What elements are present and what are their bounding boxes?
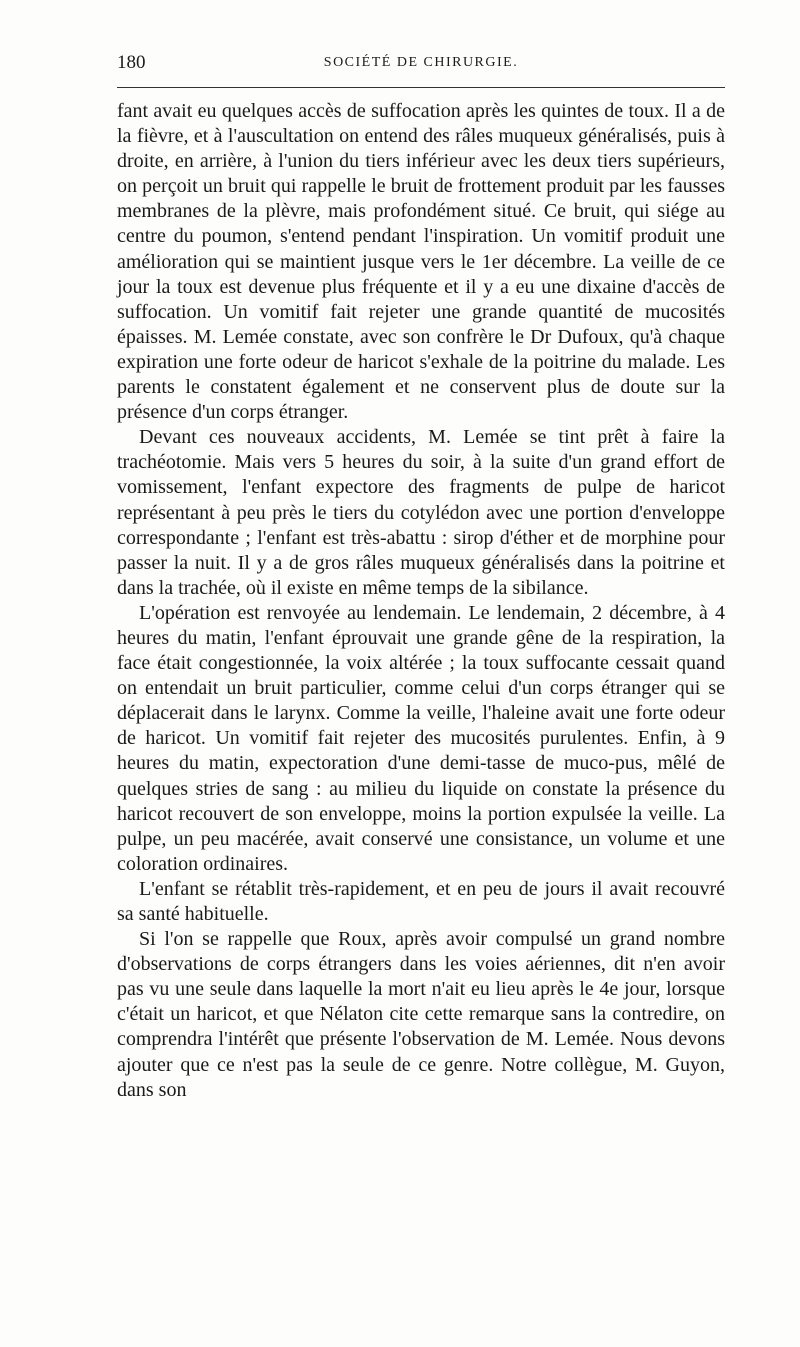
paragraph: fant avait eu quelques accès de suffocation après les quintes de toux. Il a de la fièvre, et à l'auscultation on entend des râles muqueux généralisés, puis à droite, en arrière, à l'union du tiers inférieur avec les deux tiers supérieurs, on perçoit un bruit qui rappelle le bruit de frottement produit par les fausses membranes de la plèvre, mais profondément situé. Ce bruit, qui siége au centre du poumon, s'entend pendant l'inspiration. Un vomitif produit une amélioration qui se maintient jusque vers le 1er décembre. La veille de ce jour la toux est devenue plus fréquente et il y a eu une dixaine d'accès de suffocation. Un vomitif fait rejeter une grande quantité de mucosités épaisses. M. Lemée constate, avec son confrère le Dr Dufoux, qu'à chaque expiration une forte odeur de haricot s'exhale de la poitrine du malade. Les parents le constatent également et ne conservent plus de doute sur la présence d'un corps étranger. <box>117 100 725 424</box>
paragraph: L'enfant se rétablit très-rapidement, et en peu de jours il avait recouvré sa santé habituelle. <box>117 877 725 925</box>
paragraph: L'opération est renvoyée au lendemain. Le lendemain, 2 décembre, à 4 heures du matin, l'enfant éprouvait une grande gêne de la respiration, la face était congestionnée, la voix altérée ; la toux suffocante cessait quand on entendait un bruit particulier, comme celui d'un corps étranger qui se déplacerait dans le larynx. Comme la veille, l'haleine avait une forte odeur de haricot. Un vomitif fait rejeter des mucosités purulentes. Enfin, à 9 heures du matin, expectoration d'une demi-tasse de muco-pus, mêlé de quelques stries de sang : au milieu du liquide on constate la présence du haricot recouvert de son enveloppe, moins la portion expulsée la veille. La pulpe, un peu macérée, avait conservé une consistance, un volume et une coloration ordinaires. <box>117 601 725 875</box>
body-text <box>117 99 725 1103</box>
paragraph: Devant ces nouveaux accidents, M. Lemée se tint prêt à faire la trachéotomie. Mais vers 5 heures du soir, à la suite d'un grand effort de vomissement, l'enfant expectore des fragments de pulpe de haricot représentant à peu près le tiers du cotylédon avec une portion d'enveloppe correspondante ; l'enfant est très-abattu : sirop d'éther et de morphine pour passer la nuit. Il y a de gros râles muqueux généralisés dans la poitrine et dans la trachée, où il existe en même temps de la sibilance. <box>117 426 725 599</box>
page-number: 180 <box>117 52 146 73</box>
running-head <box>117 52 725 78</box>
header-rule <box>117 87 725 88</box>
paragraph: Si l'on se rappelle que Roux, après avoir compulsé un grand nombre d'observations de corps étrangers dans les voies aériennes, dit n'en avoir pas vu une seule dans laquelle la mort n'ait eu lieu après le 4e jour, lorsque c'était un haricot, et que Nélaton cite cette remarque sans la contredire, on comprendra l'intérêt que présente l'observation de M. Lemée. Nous devons ajouter que ce n'est pas la seule de ce genre. Notre collègue, M. Guyon, dans son <box>117 928 725 1101</box>
running-title: SOCIÉTÉ DE CHIRURGIE. <box>323 55 519 70</box>
